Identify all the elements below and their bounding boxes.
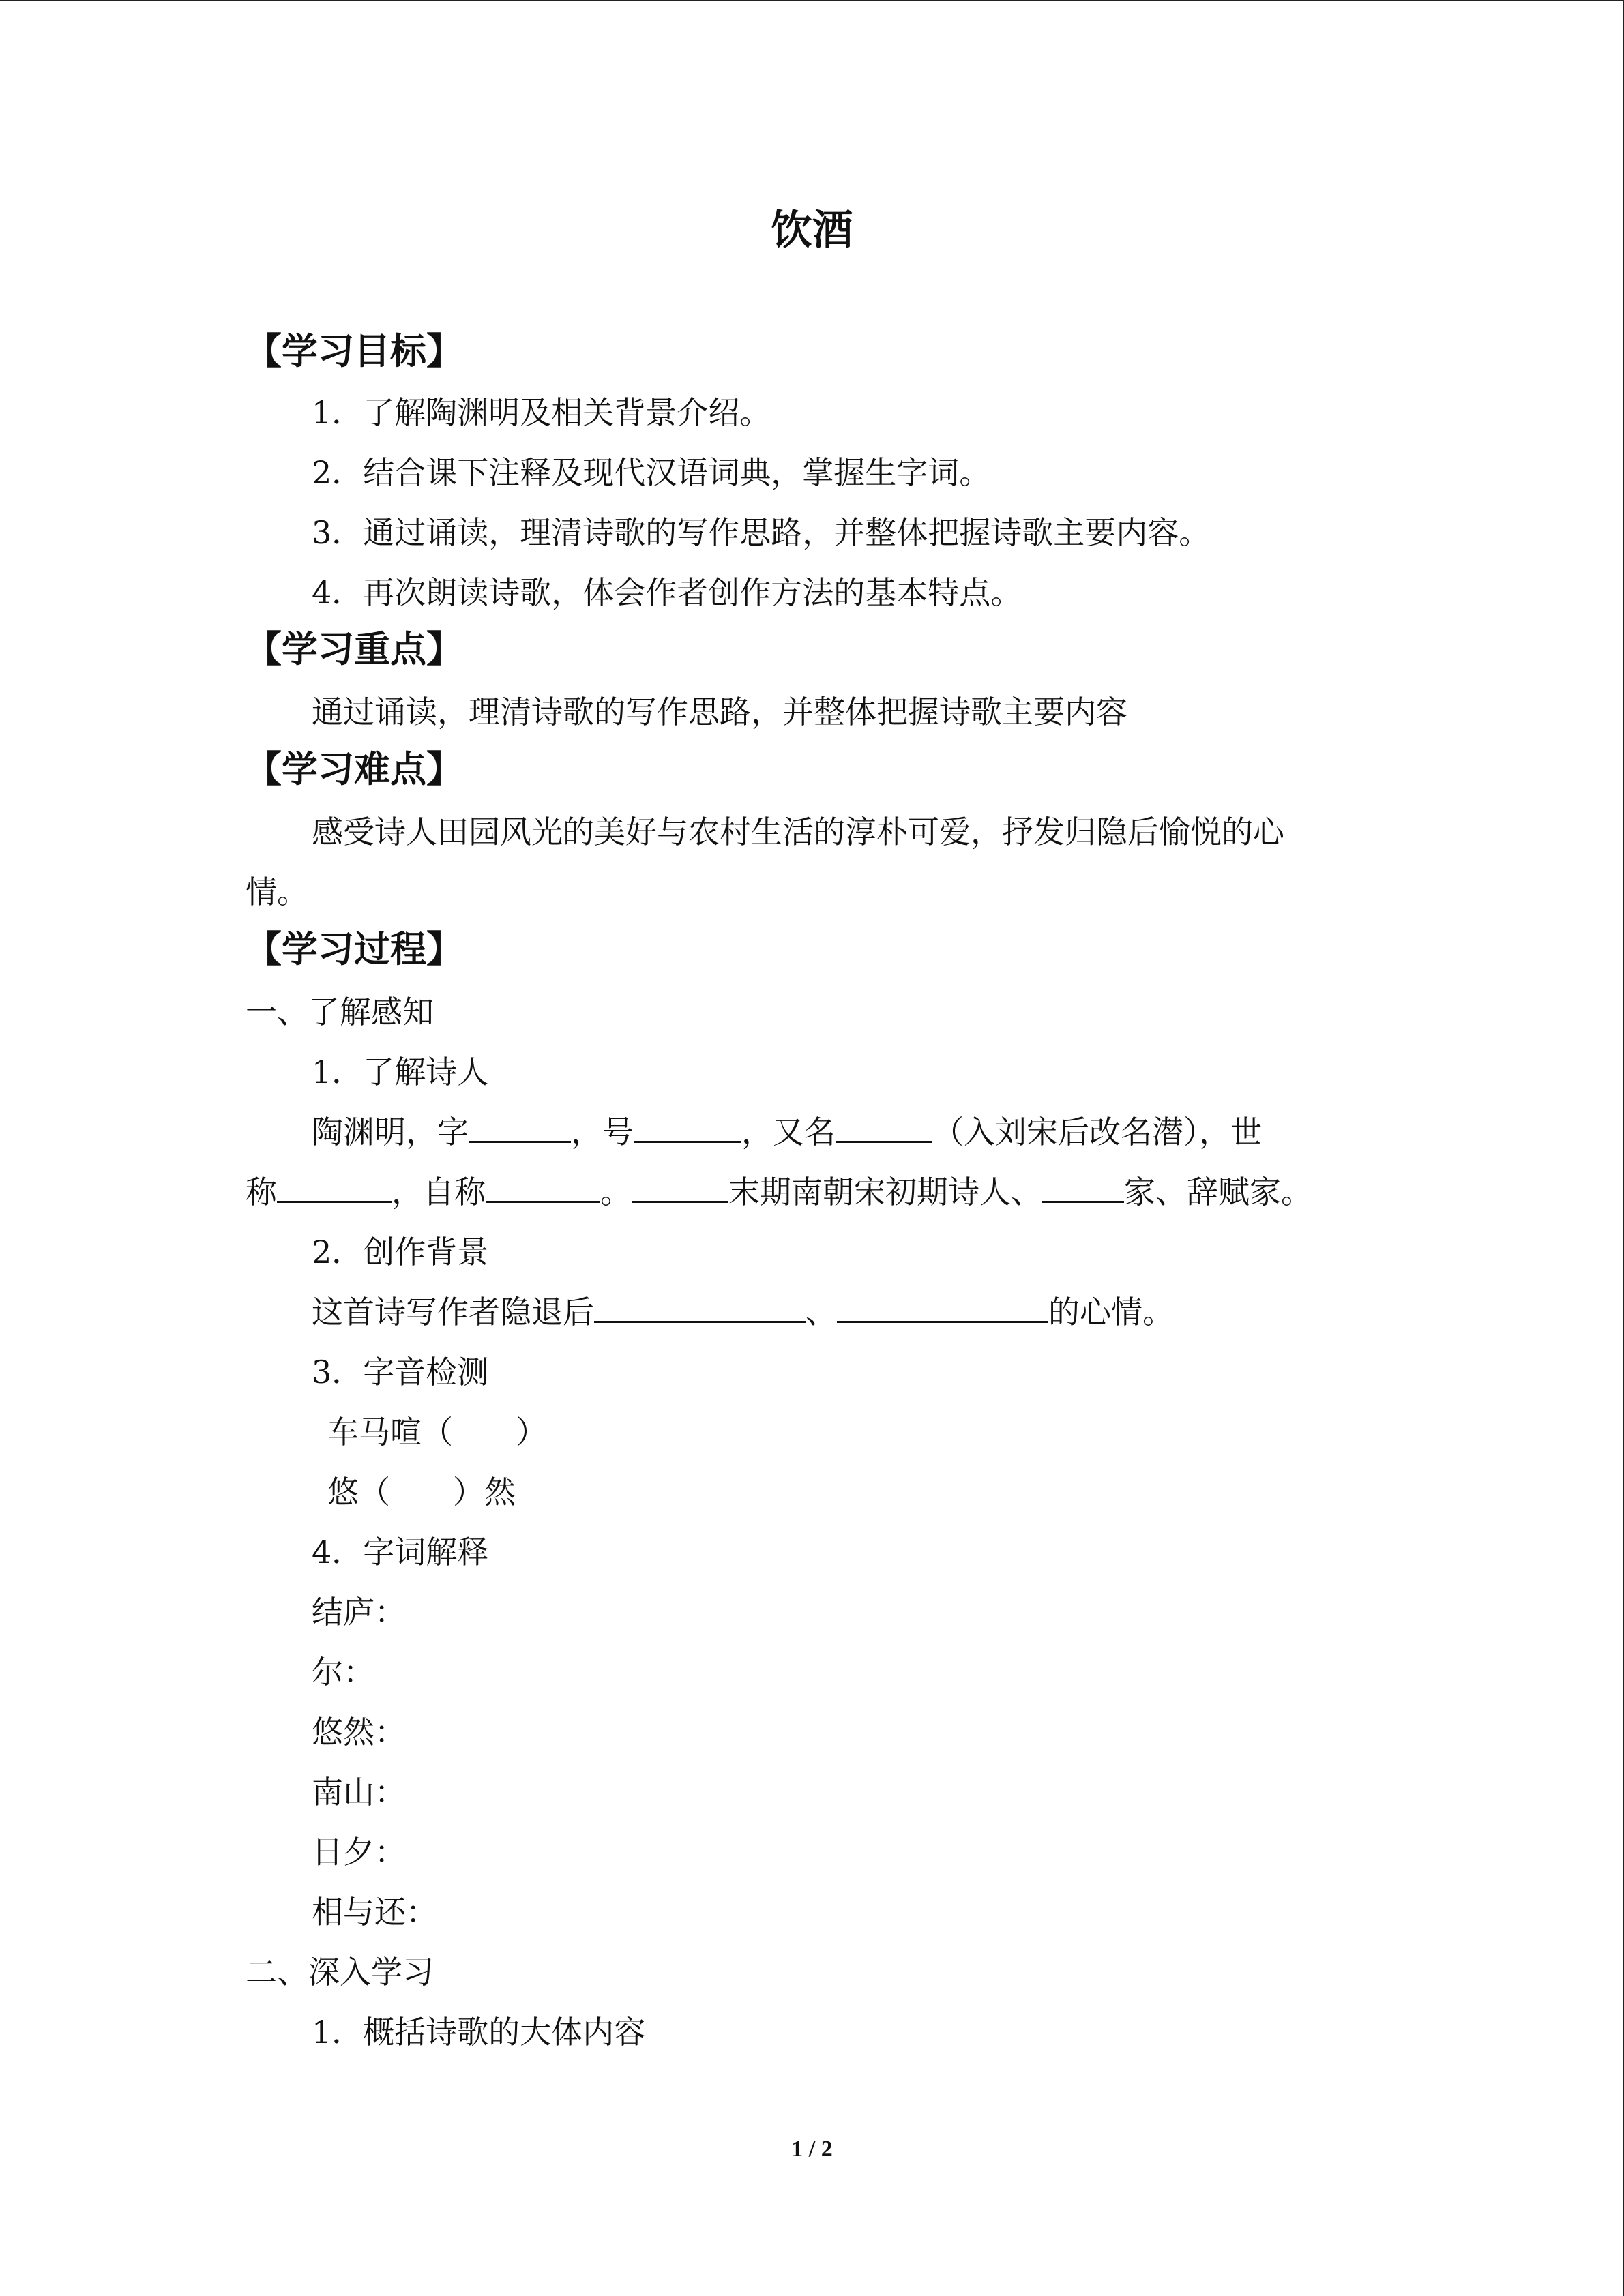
background-text: 、 [806, 1294, 837, 1330]
poet-text: ，又名 [741, 1114, 836, 1150]
goal-item: 2．结合课下注释及现代汉语词典，掌握生字词。 [312, 454, 991, 491]
heading-learning-goals: 【学习目标】 [246, 331, 462, 372]
alias-blank[interactable] [836, 1112, 932, 1143]
difficulty-text-line1: 感受诗人田园风光的美好与农村生活的淳朴可爱，抒发归隐后愉悦的心 [312, 814, 1284, 850]
poet-text: ，自称 [392, 1174, 486, 1210]
poet-text: 称 [246, 1174, 277, 1210]
goal-item: 4．再次朗读诗歌，体会作者创作方法的基本特点。 [312, 574, 1022, 611]
poet-fill-line2 [246, 1172, 1312, 1212]
poet-text: 陶渊明，字 [312, 1114, 469, 1150]
focus-text: 通过诵读，理清诗歌的写作思路，并整体把握诗歌主要内容 [312, 694, 1127, 730]
document-title: 饮酒 [771, 207, 853, 254]
part2-item: 1．概括诗歌的大体内容 [312, 2014, 646, 2051]
goal-item: 1．了解陶渊明及相关背景介绍。 [312, 394, 771, 431]
poet-text: 。 [600, 1174, 632, 1210]
background-fill-line [312, 1292, 1174, 1332]
mood-blank-1[interactable] [594, 1292, 806, 1323]
vocab-item: 结庐： [312, 1594, 406, 1630]
heading-learning-process: 【学习过程】 [246, 929, 462, 970]
pseudonym-blank[interactable] [634, 1112, 741, 1143]
vocab-item: 日夕： [312, 1834, 406, 1870]
poet-text: ，号 [571, 1114, 634, 1150]
style-name-blank[interactable] [469, 1112, 571, 1143]
page-number: 1 / 2 [791, 2136, 833, 2162]
background-text: 这首诗写作者隐退后 [312, 1294, 594, 1330]
poet-text: （入刘宋后改名潜），世 [932, 1114, 1262, 1150]
poet-subtitle: 1．了解诗人 [312, 1054, 489, 1090]
vocab-item: 南山： [312, 1774, 406, 1810]
part1-title: 一、了解感知 [246, 994, 434, 1030]
background-text: 的心情。 [1048, 1294, 1174, 1330]
goal-item: 3．通过诵读，理清诗歌的写作思路，并整体把握诗歌主要内容。 [312, 514, 1211, 551]
self-title-blank[interactable] [486, 1172, 600, 1203]
pronunciation-item: 车马喧（ ） [327, 1414, 547, 1450]
part2-title: 二、深入学习 [246, 1954, 434, 1991]
vocab-item: 悠然： [312, 1714, 406, 1750]
vocab-item: 尔： [312, 1654, 374, 1690]
pronunciation-item: 悠（ ）然 [327, 1474, 516, 1510]
genre-blank[interactable] [1042, 1172, 1124, 1203]
difficulty-text-line2: 情。 [246, 874, 308, 910]
heading-learning-focus: 【学习重点】 [246, 629, 462, 670]
title-blank[interactable] [277, 1172, 392, 1203]
poet-text: 家、辞赋家。 [1124, 1174, 1312, 1210]
vocab-subtitle: 4．字词解释 [312, 1534, 489, 1570]
mood-blank-2[interactable] [837, 1292, 1048, 1323]
vocab-item: 相与还： [312, 1894, 437, 1930]
poet-text: 末期南朝宋初期诗人、 [728, 1174, 1042, 1210]
poet-fill-line1 [312, 1112, 1262, 1152]
dynasty-blank[interactable] [632, 1172, 728, 1203]
heading-learning-difficulty: 【学习难点】 [246, 749, 462, 790]
background-subtitle: 2．创作背景 [312, 1234, 489, 1270]
pronunciation-subtitle: 3．字音检测 [312, 1354, 489, 1390]
